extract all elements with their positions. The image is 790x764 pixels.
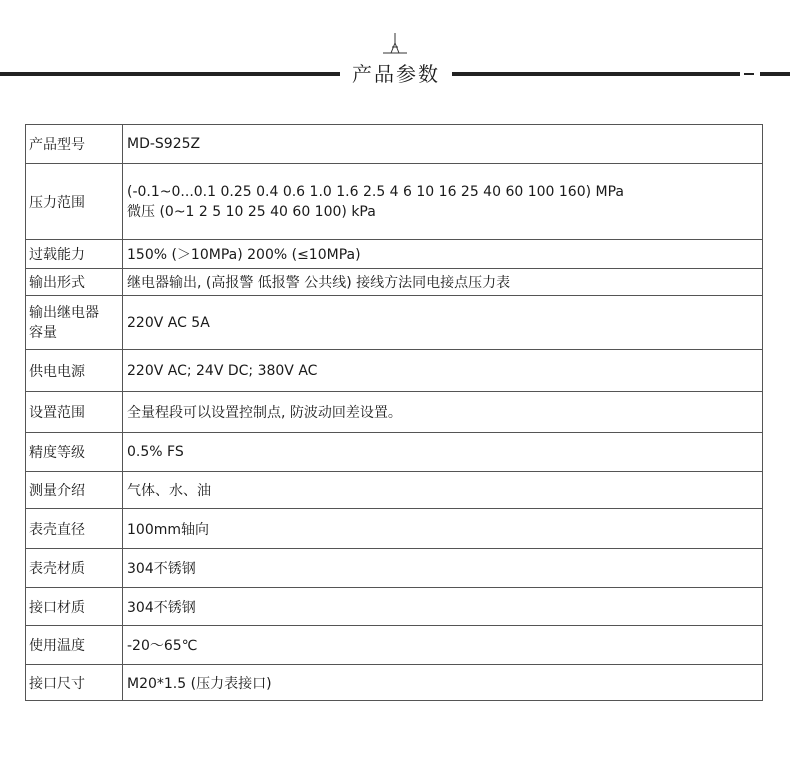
table-row: [26, 549, 763, 588]
row-label: 接口材质: [26, 588, 123, 626]
row-label: 使用温度: [26, 626, 123, 665]
table-row: [26, 164, 763, 240]
table-row: [26, 626, 763, 665]
left-rule: [0, 72, 340, 76]
row-value: 全量程段可以设置控制点, 防波动回差设置。: [123, 392, 763, 433]
table-row: [26, 588, 763, 626]
right-rule: [452, 72, 740, 76]
row-value: 220V AC; 24V DC; 380V AC: [123, 350, 763, 392]
page-title: 产品参数: [352, 62, 440, 86]
row-label: 表壳材质: [26, 549, 123, 588]
row-value: 继电器输出, (高报警 低报警 公共线) 接线方法同电接点压力表: [123, 269, 763, 296]
table-row: [26, 472, 763, 509]
row-label: 测量介绍: [26, 472, 123, 509]
row-value: 0.5% FS: [123, 433, 763, 472]
row-value-line: (-0.1~0...0.1 0.25 0.4 0.6 1.0 1.6 2.5 4 6 10 16 25 40 60 100 160) MPa: [127, 183, 624, 200]
table-row: [26, 665, 763, 701]
table-row: [26, 509, 763, 549]
row-label: 接口尺寸: [26, 665, 123, 701]
row-label: [26, 296, 123, 350]
row-value: 100mm轴向: [123, 509, 763, 549]
row-label-line: 输出继电器: [29, 304, 99, 321]
row-label: 设置范围: [26, 392, 123, 433]
row-value: 150% (＞10MPa) 200% (≤10MPa): [123, 240, 763, 269]
row-label: 供电电源: [26, 350, 123, 392]
rule-dash: [760, 72, 790, 76]
row-value: MD-S925Z: [123, 125, 763, 164]
row-value: 304不锈钢: [123, 549, 763, 588]
row-value: [123, 164, 763, 240]
table-row: [26, 269, 763, 296]
row-label: 输出形式: [26, 269, 123, 296]
row-value: 220V AC 5A: [123, 296, 763, 350]
row-label: 精度等级: [26, 433, 123, 472]
table-row: [26, 433, 763, 472]
tower-icon: [383, 32, 407, 54]
spec-table: [25, 124, 763, 701]
row-value: 气体、水、油: [123, 472, 763, 509]
rule-dash: [744, 73, 754, 75]
row-value-line: 微压 (0~1 2 5 10 25 40 60 100) kPa: [127, 203, 376, 220]
row-label: 产品型号: [26, 125, 123, 164]
table-row: [26, 350, 763, 392]
table-row: [26, 392, 763, 433]
row-label-line: 容量: [29, 324, 57, 341]
row-label: 表壳直径: [26, 509, 123, 549]
table-row: [26, 296, 763, 350]
row-label: 压力范围: [26, 164, 123, 240]
row-value: 304不锈钢: [123, 588, 763, 626]
row-label: 过载能力: [26, 240, 123, 269]
table-row: [26, 240, 763, 269]
row-value: M20*1.5 (压力表接口): [123, 665, 763, 701]
section-header: [0, 0, 790, 110]
row-value: -20～65℃: [123, 626, 763, 665]
table-row: [26, 125, 763, 164]
